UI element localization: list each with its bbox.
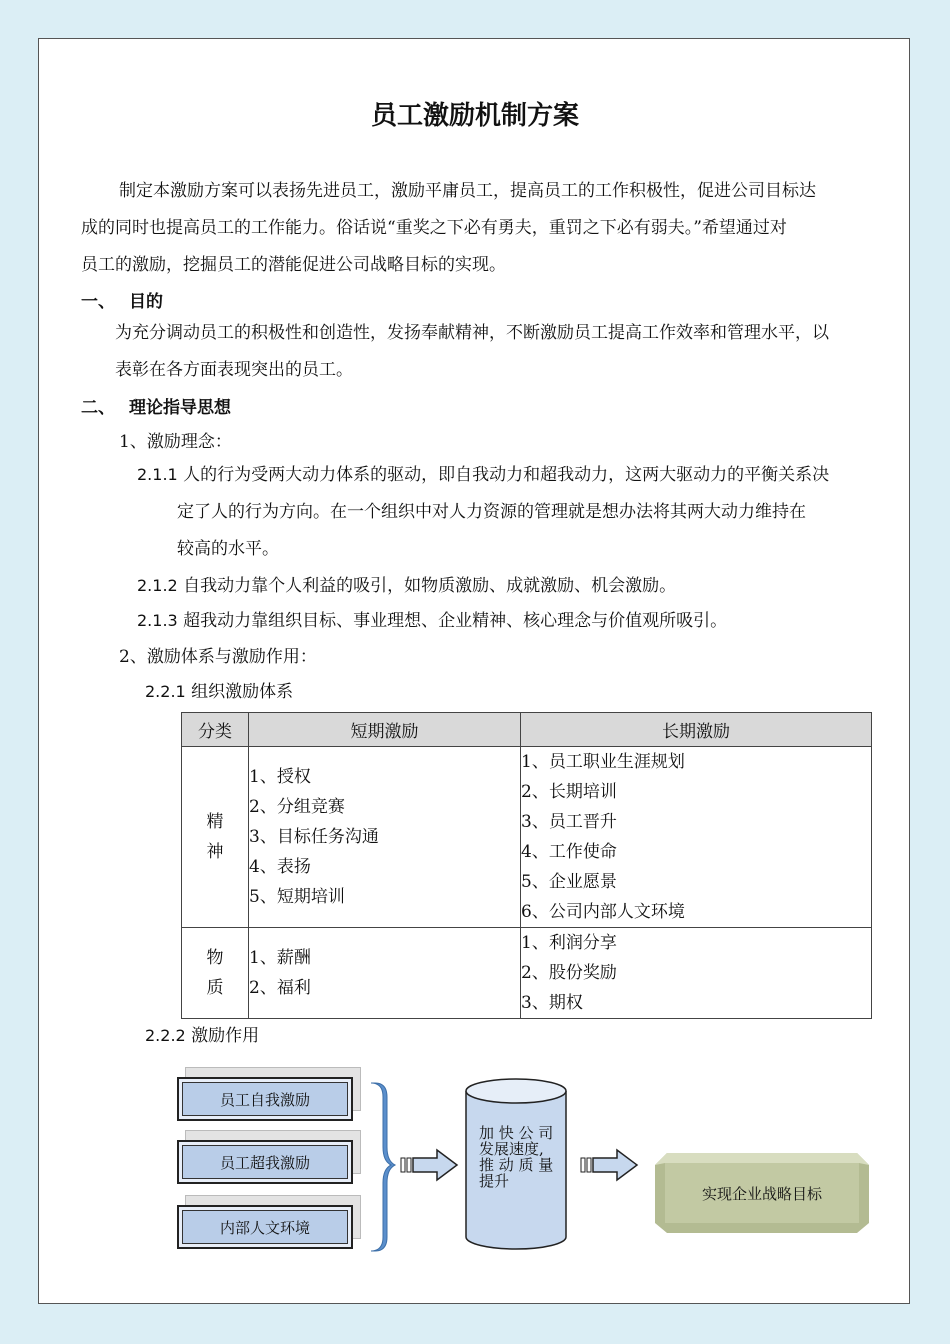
short-term-spiritual-list: 1、授权 2、分组竞赛 3、目标任务沟通 4、表扬 5、短期培训 <box>249 747 521 928</box>
intro-paragraph: 制定本激励方案可以表扬先进员工，激励平庸员工，提高员工的工作积极性，促进公司目标达 成的同时也提高员工的工作能力。俗话说“重奖之下必有勇夫，重罚之下必有弱夫。”希望通过对 员工的激励，挖掘员工的潜能促进公司战略目标的实现。 <box>81 181 816 275</box>
diagram-box-culture: 内部人文环境 <box>177 1205 353 1249</box>
diagram-box-super-motivation: 员工超我激励 <box>177 1140 353 1184</box>
section-1-heading: 一、 目的 <box>81 292 163 312</box>
goal-label: 实现企业战略目标 <box>701 1184 822 1203</box>
long-term-spiritual-list: 1、员工职业生涯规划 2、长期培训 3、员工晋升 4、工作使命 5、企业愿景 6、公司内部人文环境 <box>521 747 872 928</box>
point-2: 2、激励体系与激励作用： <box>119 647 317 667</box>
table-header-row <box>182 713 872 747</box>
section-2-heading: 二、 理论指导思想 <box>81 398 231 418</box>
header-short-term: 短期激励 <box>249 713 521 747</box>
document-page <box>38 38 910 1304</box>
arrow-right-icon <box>581 1150 637 1180</box>
point-2-1-1: 2.1.1 人的行为受两大动力体系的驱动，即自我动力和超我动力，这两大驱动力的平衡关系决 定了人的行为方向。在一个组织中对人力资源的管理就是想办法将其两大动力维持在 较高的水平。 <box>137 465 830 559</box>
header-category: 分类 <box>182 713 249 747</box>
point-2-1-3: 2.1.3 超我动力靠组织目标、事业理想、企业精神、核心理念与价值观所吸引。 <box>137 611 728 631</box>
point-2-2-1: 2.2.1 组织激励体系 <box>145 682 294 702</box>
table-row <box>182 928 872 1019</box>
diagram-box-self-motivation: 员工自我激励 <box>177 1077 353 1121</box>
category-spiritual: 精 神 <box>182 747 249 928</box>
table-row <box>182 747 872 928</box>
incentive-table <box>181 712 872 1019</box>
short-term-material-list: 1、薪酬 2、福利 <box>249 928 521 1019</box>
point-2-1-2: 2.1.2 自我动力靠个人利益的吸引，如物质激励、成就激励、机会激励。 <box>137 576 677 596</box>
header-long-term: 长期激励 <box>521 713 872 747</box>
category-material: 物 质 <box>182 928 249 1019</box>
point-1: 1、激励理念： <box>119 432 232 452</box>
brace-shape <box>371 1083 395 1251</box>
arrow-right-icon <box>401 1150 457 1180</box>
point-2-2-2: 2.2.2 激励作用 <box>145 1026 260 1046</box>
long-term-material-list: 1、利润分享 2、股份奖励 3、期权 <box>521 928 872 1019</box>
section-1-body: 为充分调动员工的积极性和创造性，发扬奉献精神，不断激励员工提高工作效率和管理水平，以 表彰在各方面表现突出的员工。 <box>115 323 829 380</box>
cylinder-label: 加 快 公 司 发展速度, 推 动 质 量 提升 <box>479 1124 554 1190</box>
page-title: 员工激励机制方案 <box>370 101 579 131</box>
